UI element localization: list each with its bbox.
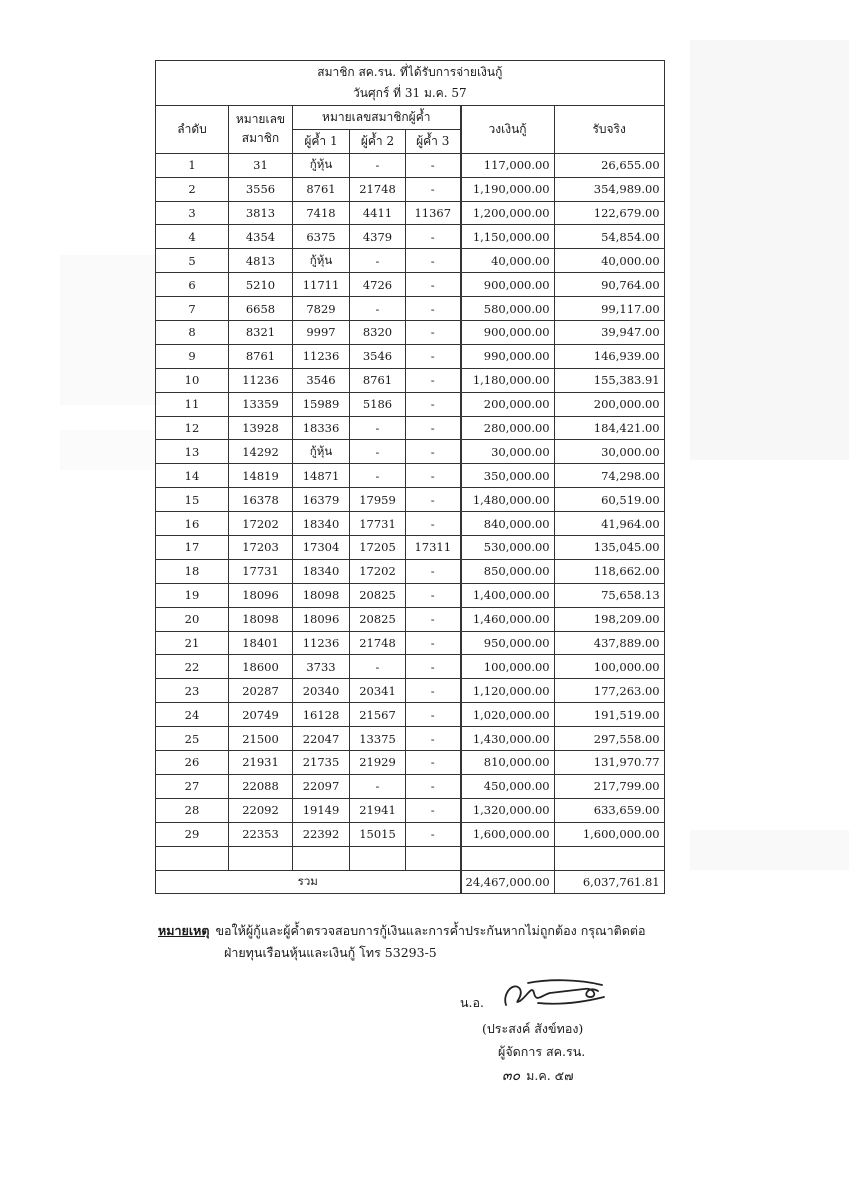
- blank-cell: [461, 846, 555, 870]
- cell-seq: 2: [156, 177, 229, 201]
- cell-loan: 530,000.00: [461, 536, 555, 560]
- cell-member-no: 20749: [229, 703, 293, 727]
- cell-member-no: 18098: [229, 607, 293, 631]
- blank-cell: [350, 846, 406, 870]
- table-row: [156, 225, 665, 249]
- cell-received: 54,854.00: [554, 225, 664, 249]
- cell-guarantor-2: 8320: [350, 321, 406, 345]
- cell-guarantor-2: -: [350, 464, 406, 488]
- cell-guarantor-1: 22097: [293, 774, 350, 798]
- cell-member-no: 13359: [229, 392, 293, 416]
- table-row: [156, 297, 665, 321]
- cell-loan: 1,600,000.00: [461, 822, 555, 846]
- cell-guarantor-1: 6375: [293, 225, 350, 249]
- cell-guarantor-3: -: [406, 774, 461, 798]
- cell-seq: 8: [156, 321, 229, 345]
- table-row: [156, 798, 665, 822]
- cell-guarantor-1: 14871: [293, 464, 350, 488]
- cell-guarantor-1: 22392: [293, 822, 350, 846]
- cell-received: 100,000.00: [554, 655, 664, 679]
- table-row: [156, 416, 665, 440]
- cell-guarantor-1: 15989: [293, 392, 350, 416]
- show-through-smudge: [60, 430, 160, 470]
- cell-guarantor-2: -: [350, 416, 406, 440]
- cell-received: 74,298.00: [554, 464, 664, 488]
- table-row: [156, 583, 665, 607]
- cell-guarantor-2: 4379: [350, 225, 406, 249]
- cell-loan: 1,430,000.00: [461, 727, 555, 751]
- cell-member-no: 3556: [229, 177, 293, 201]
- cell-guarantor-1: 3733: [293, 655, 350, 679]
- cell-loan: 280,000.00: [461, 416, 555, 440]
- cell-seq: 18: [156, 559, 229, 583]
- cell-seq: 21: [156, 631, 229, 655]
- cell-member-no: 13928: [229, 416, 293, 440]
- cell-seq: 19: [156, 583, 229, 607]
- cell-guarantor-2: -: [350, 440, 406, 464]
- cell-member-no: 16378: [229, 488, 293, 512]
- blank-cell: [406, 846, 461, 870]
- title-line-2: วันศุกร์ ที่ 31 ม.ค. 57: [353, 86, 467, 100]
- table-row: [156, 201, 665, 225]
- cell-received: 99,117.00: [554, 297, 664, 321]
- header-loan: วงเงินกู้: [461, 106, 555, 154]
- cell-member-no: 17203: [229, 536, 293, 560]
- cell-guarantor-3: -: [406, 703, 461, 727]
- cell-guarantor-1: 11711: [293, 273, 350, 297]
- remark-text-1: ขอให้ผู้กู้และผู้ค้ำตรวจสอบการกู้เงินและการค้ำประกันหากไม่ถูกต้อง กรุณาติดต่อ: [215, 923, 646, 938]
- cell-guarantor-2: 21929: [350, 751, 406, 775]
- table-row: [156, 774, 665, 798]
- table-row: [156, 751, 665, 775]
- cell-loan: 1,020,000.00: [461, 703, 555, 727]
- cell-guarantor-3: -: [406, 368, 461, 392]
- cell-loan: 1,400,000.00: [461, 583, 555, 607]
- title-line-1: สมาชิก สค.รน. ที่ได้รับการจ่ายเงินกู้: [317, 65, 503, 79]
- cell-received: 90,764.00: [554, 273, 664, 297]
- cell-member-no: 18401: [229, 631, 293, 655]
- cell-seq: 9: [156, 344, 229, 368]
- cell-loan: 350,000.00: [461, 464, 555, 488]
- cell-guarantor-1: 22047: [293, 727, 350, 751]
- header-guarantor-3: ผู้ค้ำ 3: [406, 129, 461, 153]
- cell-seq: 27: [156, 774, 229, 798]
- cell-member-no: 14292: [229, 440, 293, 464]
- cell-seq: 11: [156, 392, 229, 416]
- cell-received: 217,799.00: [554, 774, 664, 798]
- cell-member-no: 17731: [229, 559, 293, 583]
- cell-guarantor-2: -: [350, 297, 406, 321]
- cell-guarantor-3: -: [406, 297, 461, 321]
- cell-guarantor-1: 18336: [293, 416, 350, 440]
- cell-seq: 13: [156, 440, 229, 464]
- cell-seq: 1: [156, 153, 229, 177]
- cell-received: 437,889.00: [554, 631, 664, 655]
- show-through-smudge: [690, 40, 849, 460]
- header-member-no-line1: หมายเลข: [235, 112, 286, 127]
- table-row: [156, 249, 665, 273]
- show-through-smudge: [60, 255, 160, 405]
- cell-member-no: 20287: [229, 679, 293, 703]
- cell-received: 135,045.00: [554, 536, 664, 560]
- cell-guarantor-2: 13375: [350, 727, 406, 751]
- table-row: [156, 392, 665, 416]
- cell-received: 26,655.00: [554, 153, 664, 177]
- cell-seq: 23: [156, 679, 229, 703]
- cell-guarantor-2: 5186: [350, 392, 406, 416]
- cell-seq: 15: [156, 488, 229, 512]
- table-row: [156, 631, 665, 655]
- cell-guarantor-1: กู้หุ้น: [293, 440, 350, 464]
- cell-member-no: 22353: [229, 822, 293, 846]
- cell-guarantor-2: 17731: [350, 512, 406, 536]
- cell-guarantor-3: -: [406, 655, 461, 679]
- cell-loan: 950,000.00: [461, 631, 555, 655]
- cell-loan: 990,000.00: [461, 344, 555, 368]
- table-row: [156, 368, 665, 392]
- cell-received: 39,947.00: [554, 321, 664, 345]
- header-seq: ลำดับ: [156, 106, 229, 154]
- table-row: [156, 177, 665, 201]
- table-row: [156, 655, 665, 679]
- cell-member-no: 14819: [229, 464, 293, 488]
- cell-guarantor-1: 7829: [293, 297, 350, 321]
- cell-guarantor-3: -: [406, 416, 461, 440]
- cell-received: 118,662.00: [554, 559, 664, 583]
- cell-received: 122,679.00: [554, 201, 664, 225]
- cell-seq: 25: [156, 727, 229, 751]
- cell-guarantor-1: 17304: [293, 536, 350, 560]
- cell-guarantor-1: 9997: [293, 321, 350, 345]
- cell-guarantor-2: 17205: [350, 536, 406, 560]
- blank-cell: [156, 846, 229, 870]
- cell-loan: 1,150,000.00: [461, 225, 555, 249]
- cell-seq: 22: [156, 655, 229, 679]
- cell-guarantor-3: -: [406, 727, 461, 751]
- cell-member-no: 8761: [229, 344, 293, 368]
- cell-guarantor-1: 16128: [293, 703, 350, 727]
- cell-seq: 28: [156, 798, 229, 822]
- cell-guarantor-1: 3546: [293, 368, 350, 392]
- remark-block: [158, 920, 645, 964]
- cell-loan: 1,120,000.00: [461, 679, 555, 703]
- table-row: [156, 559, 665, 583]
- cell-member-no: 17202: [229, 512, 293, 536]
- table-row: [156, 440, 665, 464]
- table-row: [156, 464, 665, 488]
- cell-guarantor-1: 20340: [293, 679, 350, 703]
- cell-guarantor-2: -: [350, 249, 406, 273]
- cell-seq: 24: [156, 703, 229, 727]
- cell-guarantor-2: 3546: [350, 344, 406, 368]
- cell-guarantor-3: -: [406, 464, 461, 488]
- blank-cell: [293, 846, 350, 870]
- cell-member-no: 3813: [229, 201, 293, 225]
- cell-seq: 10: [156, 368, 229, 392]
- table-row: [156, 153, 665, 177]
- cell-received: 146,939.00: [554, 344, 664, 368]
- cell-loan: 850,000.00: [461, 559, 555, 583]
- cell-seq: 6: [156, 273, 229, 297]
- cell-loan: 900,000.00: [461, 321, 555, 345]
- cell-loan: 840,000.00: [461, 512, 555, 536]
- cell-received: 297,558.00: [554, 727, 664, 751]
- cell-guarantor-2: 8761: [350, 368, 406, 392]
- remark-label: หมายเหตุ: [158, 923, 210, 938]
- table-row: [156, 822, 665, 846]
- table-row: [156, 488, 665, 512]
- cell-seq: 12: [156, 416, 229, 440]
- cell-loan: 117,000.00: [461, 153, 555, 177]
- cell-guarantor-3: -: [406, 225, 461, 249]
- cell-member-no: 31: [229, 153, 293, 177]
- cell-guarantor-2: 21748: [350, 631, 406, 655]
- cell-guarantor-3: -: [406, 249, 461, 273]
- cell-guarantor-2: -: [350, 153, 406, 177]
- cell-guarantor-3: -: [406, 583, 461, 607]
- cell-guarantor-3: -: [406, 512, 461, 536]
- cell-seq: 16: [156, 512, 229, 536]
- cell-guarantor-1: 7418: [293, 201, 350, 225]
- cell-guarantor-3: 17311: [406, 536, 461, 560]
- cell-guarantor-3: -: [406, 344, 461, 368]
- cell-guarantor-3: -: [406, 488, 461, 512]
- cell-guarantor-2: 4411: [350, 201, 406, 225]
- total-loan: 24,467,000.00: [461, 870, 555, 894]
- cell-member-no: 21500: [229, 727, 293, 751]
- cell-member-no: 18096: [229, 583, 293, 607]
- cell-guarantor-1: 18096: [293, 607, 350, 631]
- cell-guarantor-2: 15015: [350, 822, 406, 846]
- cell-received: 198,209.00: [554, 607, 664, 631]
- cell-received: 633,659.00: [554, 798, 664, 822]
- cell-loan: 1,190,000.00: [461, 177, 555, 201]
- cell-member-no: 21931: [229, 751, 293, 775]
- cell-member-no: 18600: [229, 655, 293, 679]
- cell-guarantor-2: 4726: [350, 273, 406, 297]
- header-guarantor-group: หมายเลขสมาชิกผู้ค้ำ: [293, 106, 461, 130]
- signature-date-month-year: ม.ค. ๕๗: [526, 1068, 574, 1083]
- header-received: รับจริง: [554, 106, 664, 154]
- cell-loan: 1,320,000.00: [461, 798, 555, 822]
- cell-loan: 1,180,000.00: [461, 368, 555, 392]
- cell-guarantor-1: 16379: [293, 488, 350, 512]
- cell-guarantor-1: กู้หุ้น: [293, 249, 350, 273]
- remark-line-1: [158, 920, 645, 942]
- cell-guarantor-1: 18340: [293, 559, 350, 583]
- cell-guarantor-2: 17202: [350, 559, 406, 583]
- cell-received: 131,970.77: [554, 751, 664, 775]
- cell-member-no: 5210: [229, 273, 293, 297]
- cell-guarantor-3: 11367: [406, 201, 461, 225]
- cell-guarantor-3: -: [406, 273, 461, 297]
- header-guarantor-1: ผู้ค้ำ 1: [293, 129, 350, 153]
- cell-guarantor-2: -: [350, 655, 406, 679]
- cell-loan: 580,000.00: [461, 297, 555, 321]
- header-member-no-line2: สมาชิก: [241, 131, 280, 146]
- cell-received: 75,658.13: [554, 583, 664, 607]
- cell-member-no: 4354: [229, 225, 293, 249]
- cell-member-no: 8321: [229, 321, 293, 345]
- cell-guarantor-2: 21567: [350, 703, 406, 727]
- cell-loan: 100,000.00: [461, 655, 555, 679]
- cell-loan: 200,000.00: [461, 392, 555, 416]
- cell-received: 191,519.00: [554, 703, 664, 727]
- cell-guarantor-1: 18340: [293, 512, 350, 536]
- cell-guarantor-2: 20341: [350, 679, 406, 703]
- cell-seq: 26: [156, 751, 229, 775]
- total-label: รวม: [156, 870, 461, 894]
- cell-received: 200,000.00: [554, 392, 664, 416]
- cell-member-no: 11236: [229, 368, 293, 392]
- cell-guarantor-1: 8761: [293, 177, 350, 201]
- cell-guarantor-3: -: [406, 321, 461, 345]
- signature-date: [502, 1065, 574, 1087]
- table-row: [156, 273, 665, 297]
- loan-disbursement-table: [155, 60, 665, 894]
- table-row: [156, 607, 665, 631]
- cell-guarantor-2: 20825: [350, 583, 406, 607]
- blank-cell: [229, 846, 293, 870]
- cell-received: 41,964.00: [554, 512, 664, 536]
- table-row: [156, 727, 665, 751]
- table-row: [156, 512, 665, 536]
- cell-guarantor-3: -: [406, 440, 461, 464]
- cell-loan: 900,000.00: [461, 273, 555, 297]
- cell-seq: 29: [156, 822, 229, 846]
- cell-seq: 20: [156, 607, 229, 631]
- cell-guarantor-3: -: [406, 679, 461, 703]
- cell-received: 155,383.91: [554, 368, 664, 392]
- handwritten-signature: [498, 975, 608, 1015]
- header-member-no: [229, 106, 293, 154]
- header-guarantor-2: ผู้ค้ำ 2: [350, 129, 406, 153]
- cell-guarantor-2: 20825: [350, 607, 406, 631]
- cell-seq: 14: [156, 464, 229, 488]
- cell-guarantor-2: 21941: [350, 798, 406, 822]
- cell-member-no: 4813: [229, 249, 293, 273]
- cell-seq: 5: [156, 249, 229, 273]
- table-row: [156, 703, 665, 727]
- cell-member-no: 22092: [229, 798, 293, 822]
- signature-date-day: ๓๐: [502, 1068, 521, 1084]
- blank-cell: [554, 846, 664, 870]
- cell-received: 177,263.00: [554, 679, 664, 703]
- cell-guarantor-1: 21735: [293, 751, 350, 775]
- cell-received: 60,519.00: [554, 488, 664, 512]
- cell-guarantor-3: -: [406, 798, 461, 822]
- cell-guarantor-1: 11236: [293, 344, 350, 368]
- signer-role: ผู้จัดการ สค.รน.: [498, 1044, 586, 1059]
- cell-guarantor-3: -: [406, 392, 461, 416]
- cell-received: 1,600,000.00: [554, 822, 664, 846]
- cell-loan: 40,000.00: [461, 249, 555, 273]
- cell-loan: 30,000.00: [461, 440, 555, 464]
- cell-guarantor-1: 11236: [293, 631, 350, 655]
- remark-text-2: ฝ่ายทุนเรือนหุ้นและเงินกู้ โทร 53293-5: [224, 945, 437, 960]
- cell-loan: 1,480,000.00: [461, 488, 555, 512]
- cell-received: 184,421.00: [554, 416, 664, 440]
- table-row: [156, 344, 665, 368]
- total-received: 6,037,761.81: [554, 870, 664, 894]
- cell-guarantor-1: 19149: [293, 798, 350, 822]
- cell-guarantor-1: 18098: [293, 583, 350, 607]
- signature-rank: น.อ.: [460, 995, 484, 1010]
- cell-seq: 3: [156, 201, 229, 225]
- cell-guarantor-3: -: [406, 177, 461, 201]
- cell-guarantor-1: กู้หุ้น: [293, 153, 350, 177]
- cell-member-no: 22088: [229, 774, 293, 798]
- signer-name: (ประสงค์ สังข์ทอง): [482, 1021, 584, 1036]
- cell-guarantor-3: -: [406, 559, 461, 583]
- cell-loan: 1,200,000.00: [461, 201, 555, 225]
- cell-loan: 810,000.00: [461, 751, 555, 775]
- cell-guarantor-3: -: [406, 751, 461, 775]
- cell-received: 30,000.00: [554, 440, 664, 464]
- cell-guarantor-3: -: [406, 822, 461, 846]
- cell-guarantor-2: 17959: [350, 488, 406, 512]
- show-through-smudge: [690, 830, 849, 870]
- table-title: [156, 61, 665, 106]
- cell-seq: 4: [156, 225, 229, 249]
- cell-guarantor-3: -: [406, 631, 461, 655]
- cell-loan: 450,000.00: [461, 774, 555, 798]
- cell-member-no: 6658: [229, 297, 293, 321]
- table-body: [156, 153, 665, 846]
- cell-received: 354,989.00: [554, 177, 664, 201]
- cell-seq: 7: [156, 297, 229, 321]
- cell-guarantor-2: -: [350, 774, 406, 798]
- cell-loan: 1,460,000.00: [461, 607, 555, 631]
- table-row: [156, 536, 665, 560]
- cell-received: 40,000.00: [554, 249, 664, 273]
- cell-guarantor-3: -: [406, 153, 461, 177]
- cell-guarantor-3: -: [406, 607, 461, 631]
- table-row: [156, 679, 665, 703]
- table-row: [156, 321, 665, 345]
- cell-seq: 17: [156, 536, 229, 560]
- cell-guarantor-2: 21748: [350, 177, 406, 201]
